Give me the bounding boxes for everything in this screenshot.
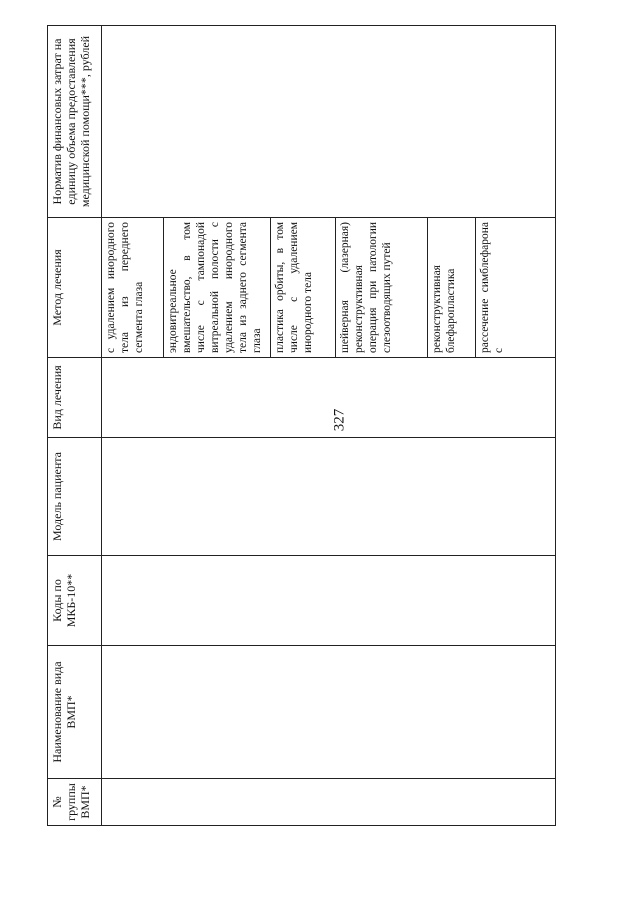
method-item: шейверная (лазерная) реконструктивная операция при патологии слезоотводящих путей <box>336 218 428 357</box>
cell-patient-model <box>102 438 556 556</box>
method-item: реконструктивная блефаропластика <box>428 218 476 357</box>
cell-group-number <box>102 779 556 826</box>
method-item: рассечение симблефарона с <box>479 222 505 353</box>
header-group-number: № группы ВМП* <box>48 779 102 826</box>
cell-treatment-methods <box>102 218 556 358</box>
treatment-table <box>47 25 556 826</box>
table-header-row <box>48 26 102 826</box>
header-treatment-method: Метод лечения <box>48 218 102 358</box>
cell-icd-codes <box>102 556 556 646</box>
header-cost-norm: Норматив финансовых затрат на единицу объема предоставления медицинской помощи***, рублей <box>48 26 102 218</box>
header-patient-model: Модель пациента <box>48 438 102 556</box>
header-treatment-kind: Вид лечения <box>48 358 102 438</box>
method-item: эндовитреальное вмешательство, в том числе с тампонадой витреальной полости с удалением инородного тела из заднего сегмента глаза <box>164 218 271 357</box>
method-item: пластика орбиты, в том числе с удалением инородного тела <box>271 218 336 357</box>
header-icd-codes: Коды по МКБ-10** <box>48 556 102 646</box>
cell-treatment-kind <box>102 358 556 438</box>
method-item: с удалением инородного тела из переднего сегмента глаза <box>102 218 164 357</box>
treatment-table-wrapper <box>47 26 556 826</box>
page-number: 327 <box>331 408 348 432</box>
cell-vmp-name <box>102 646 556 779</box>
table-row <box>102 26 556 826</box>
header-vmp-name: Наименование вида ВМП* <box>48 646 102 779</box>
cell-cost-norm <box>102 26 556 218</box>
